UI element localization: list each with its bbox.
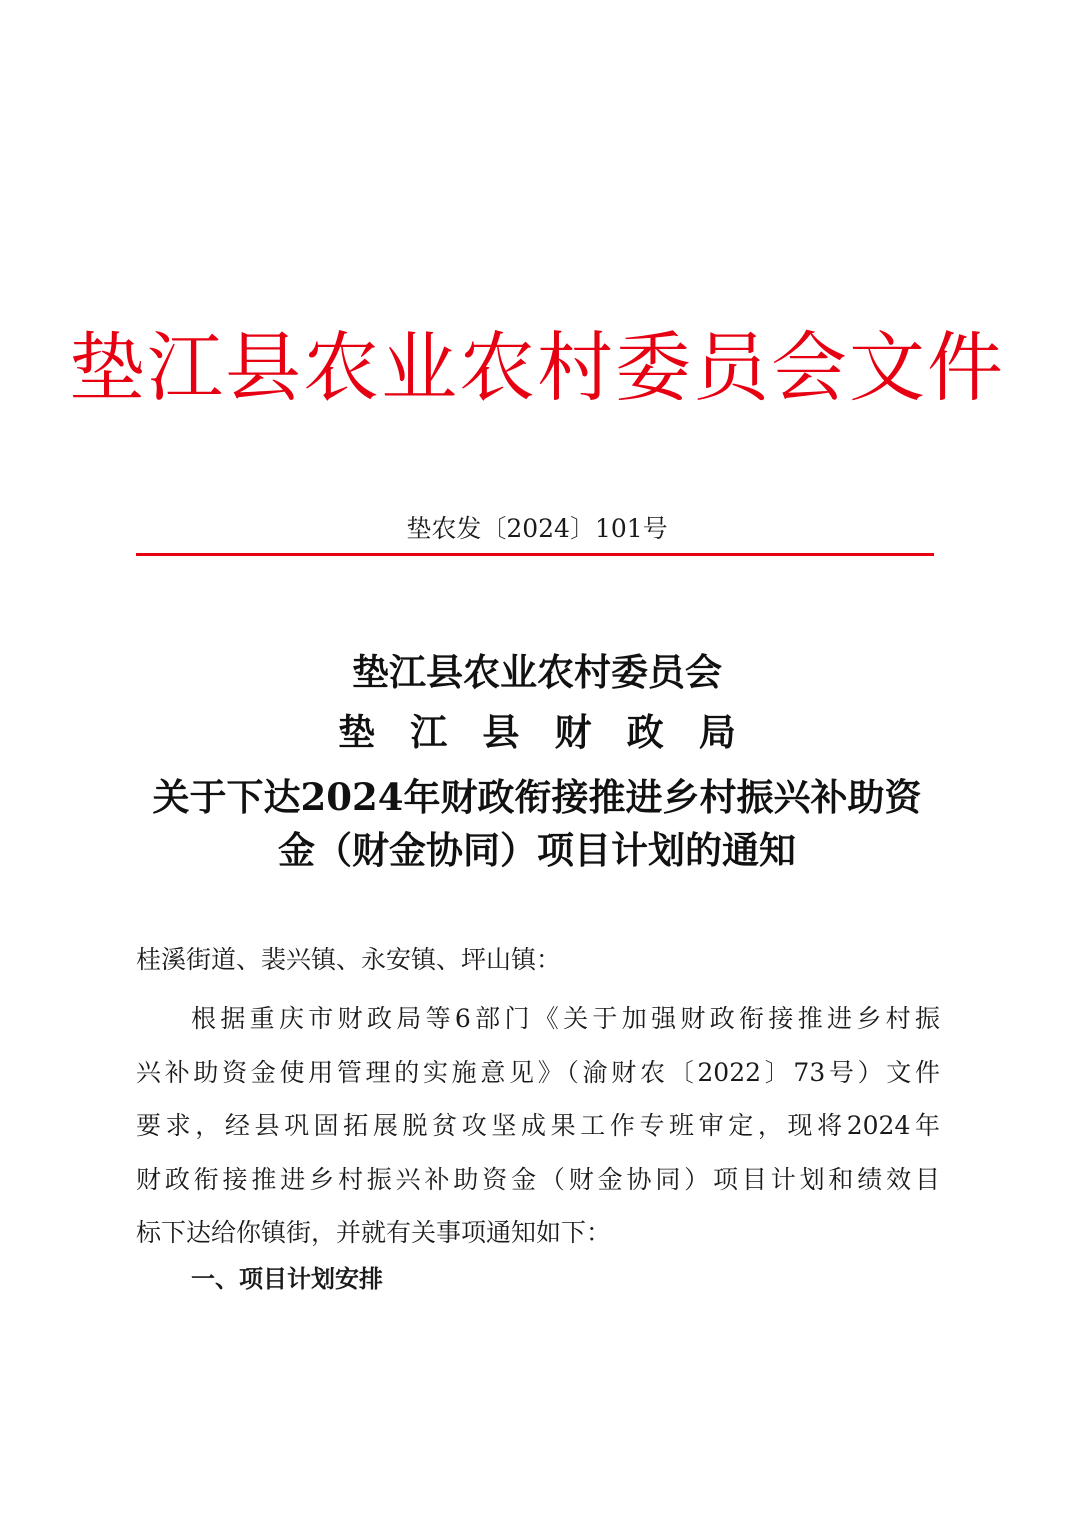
issuer-banner: 垫江县农业农村委员会文件 <box>69 323 1005 412</box>
paragraph-line: 要求，经县巩固拓展脱贫攻坚成果工作专班审定，现将2024年 <box>136 1111 940 1140</box>
paragraph-line: 兴补助资金使用管理的实施意见》（渝财农〔2022〕73号）文件 <box>136 1057 940 1087</box>
section-heading: 一、项目计划安排 <box>191 1265 383 1293</box>
document-number: 垫农发〔2024〕101号 <box>406 514 668 543</box>
paragraph-line: 标下达给你镇街，并就有关事项通知如下： <box>136 1218 612 1247</box>
paragraph-line: 财政衔接推进乡村振兴补助资金（财金协同）项目计划和绩效目 <box>136 1164 940 1194</box>
addressee: 桂溪街道、裴兴镇、永安镇、坪山镇： <box>136 945 562 974</box>
body-paragraph <box>136 992 940 1260</box>
title-issuer-2: 垫江县财政局 <box>338 710 772 754</box>
title-issuer-1: 垫江县农业农村委员会 <box>352 650 722 694</box>
title-subject-line-2: 金（财金协同）项目计划的通知 <box>278 828 796 872</box>
title-subject-line-1: 关于下达2024年财政衔接推进乡村振兴补助资 <box>152 775 922 819</box>
paragraph-line: 根据重庆市财政局等6部门《关于加强财政衔接推进乡村振 <box>191 1004 940 1033</box>
red-divider-line <box>136 553 934 556</box>
